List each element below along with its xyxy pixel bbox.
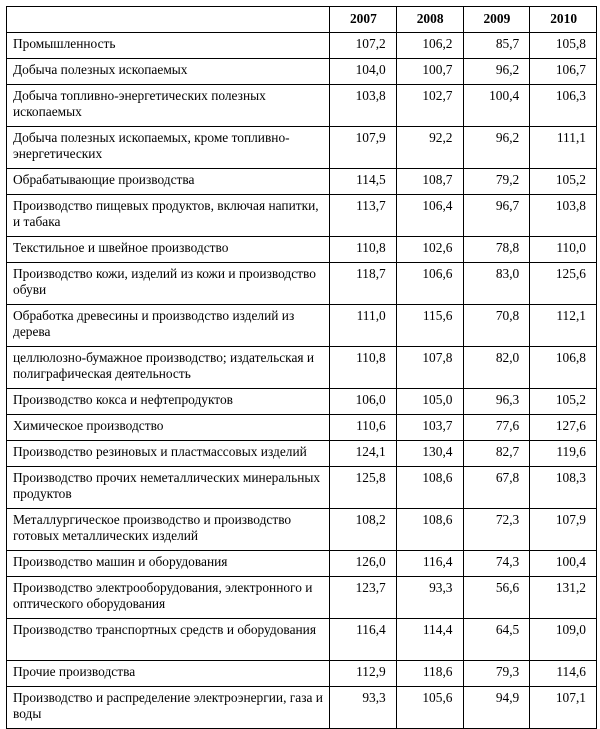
value-cell-2010: 105,8	[530, 33, 597, 59]
value-cell-2010: 100,4	[530, 551, 597, 577]
table-row	[7, 551, 597, 577]
row-label: Прочие производства	[7, 661, 330, 687]
value-cell-2010: 107,9	[530, 509, 597, 551]
header-row	[7, 7, 597, 33]
value-cell-2008: 107,8	[396, 347, 463, 389]
row-label: Производство прочих неметаллических минеральных продуктов	[7, 467, 330, 509]
value-cell-2009: 96,3	[463, 389, 530, 415]
value-cell-2008: 103,7	[396, 415, 463, 441]
value-cell-2010: 106,8	[530, 347, 597, 389]
value-cell-2009: 56,6	[463, 577, 530, 619]
value-cell-2009: 79,3	[463, 661, 530, 687]
value-cell-2008: 105,0	[396, 389, 463, 415]
value-cell-2009: 100,4	[463, 85, 530, 127]
table-row	[7, 389, 597, 415]
value-cell-2007: 93,3	[330, 687, 397, 729]
value-cell-2009: 85,7	[463, 33, 530, 59]
value-cell-2009: 64,5	[463, 619, 530, 661]
row-label: Добыча полезных ископаемых	[7, 59, 330, 85]
row-label: Производство и распределение электроэнергии, газа и воды	[7, 687, 330, 729]
table-row	[7, 169, 597, 195]
value-cell-2009: 96,2	[463, 59, 530, 85]
value-cell-2009: 74,3	[463, 551, 530, 577]
value-cell-2007: 114,5	[330, 169, 397, 195]
value-cell-2008: 102,7	[396, 85, 463, 127]
row-label: Производство машин и оборудования	[7, 551, 330, 577]
table-body	[7, 33, 597, 729]
value-cell-2008: 93,3	[396, 577, 463, 619]
value-cell-2010: 106,7	[530, 59, 597, 85]
table-row	[7, 619, 597, 661]
header-empty-cell	[7, 7, 330, 33]
row-label: Обрабатывающие производства	[7, 169, 330, 195]
table-row	[7, 237, 597, 263]
value-cell-2008: 102,6	[396, 237, 463, 263]
row-label: Производство пищевых продуктов, включая напитки, и табака	[7, 195, 330, 237]
value-cell-2009: 70,8	[463, 305, 530, 347]
value-cell-2007: 118,7	[330, 263, 397, 305]
table-row	[7, 127, 597, 169]
value-cell-2009: 78,8	[463, 237, 530, 263]
value-cell-2008: 100,7	[396, 59, 463, 85]
value-cell-2007: 107,2	[330, 33, 397, 59]
table-row	[7, 441, 597, 467]
value-cell-2010: 125,6	[530, 263, 597, 305]
value-cell-2007: 107,9	[330, 127, 397, 169]
value-cell-2007: 106,0	[330, 389, 397, 415]
value-cell-2010: 105,2	[530, 169, 597, 195]
value-cell-2007: 104,0	[330, 59, 397, 85]
value-cell-2009: 72,3	[463, 509, 530, 551]
value-cell-2008: 108,6	[396, 509, 463, 551]
value-cell-2008: 106,6	[396, 263, 463, 305]
table-row	[7, 577, 597, 619]
value-cell-2008: 108,7	[396, 169, 463, 195]
production-index-table	[6, 6, 597, 729]
value-cell-2007: 124,1	[330, 441, 397, 467]
row-label: Текстильное и швейное производство	[7, 237, 330, 263]
value-cell-2007: 110,8	[330, 347, 397, 389]
value-cell-2009: 94,9	[463, 687, 530, 729]
value-cell-2007: 125,8	[330, 467, 397, 509]
table-row	[7, 661, 597, 687]
table-row	[7, 467, 597, 509]
row-label: целлюлозно-бумажное производство; издательская и полиграфическая деятельность	[7, 347, 330, 389]
value-cell-2008: 105,6	[396, 687, 463, 729]
table-row	[7, 59, 597, 85]
row-label: Металлургическое производство и производство готовых металлических изделий	[7, 509, 330, 551]
value-cell-2007: 116,4	[330, 619, 397, 661]
value-cell-2010: 106,3	[530, 85, 597, 127]
value-cell-2010: 119,6	[530, 441, 597, 467]
value-cell-2010: 127,6	[530, 415, 597, 441]
value-cell-2009: 83,0	[463, 263, 530, 305]
table-row	[7, 509, 597, 551]
value-cell-2007: 112,9	[330, 661, 397, 687]
value-cell-2010: 114,6	[530, 661, 597, 687]
row-label: Производство кожи, изделий из кожи и производство обуви	[7, 263, 330, 305]
value-cell-2010: 103,8	[530, 195, 597, 237]
value-cell-2010: 107,1	[530, 687, 597, 729]
value-cell-2009: 96,2	[463, 127, 530, 169]
row-label: Производство транспортных средств и оборудования	[7, 619, 330, 661]
value-cell-2008: 115,6	[396, 305, 463, 347]
value-cell-2008: 116,4	[396, 551, 463, 577]
value-cell-2010: 108,3	[530, 467, 597, 509]
value-cell-2008: 92,2	[396, 127, 463, 169]
row-label: Добыча полезных ископаемых, кроме топливно-энергетических	[7, 127, 330, 169]
value-cell-2010: 111,1	[530, 127, 597, 169]
header-year-2010: 2010	[530, 7, 597, 33]
value-cell-2009: 67,8	[463, 467, 530, 509]
header-year-2009: 2009	[463, 7, 530, 33]
value-cell-2007: 108,2	[330, 509, 397, 551]
value-cell-2010: 112,1	[530, 305, 597, 347]
value-cell-2008: 106,4	[396, 195, 463, 237]
row-label: Производство кокса и нефтепродуктов	[7, 389, 330, 415]
table-row	[7, 347, 597, 389]
value-cell-2010: 109,0	[530, 619, 597, 661]
row-label: Добыча топливно-энергетических полезных ископаемых	[7, 85, 330, 127]
row-label: Производство резиновых и пластмассовых изделий	[7, 441, 330, 467]
value-cell-2008: 106,2	[396, 33, 463, 59]
row-label: Производство электрооборудования, электронного и оптического оборудования	[7, 577, 330, 619]
value-cell-2008: 114,4	[396, 619, 463, 661]
value-cell-2007: 113,7	[330, 195, 397, 237]
value-cell-2007: 123,7	[330, 577, 397, 619]
row-label: Промышленность	[7, 33, 330, 59]
value-cell-2008: 118,6	[396, 661, 463, 687]
value-cell-2007: 110,6	[330, 415, 397, 441]
value-cell-2009: 77,6	[463, 415, 530, 441]
table-row	[7, 85, 597, 127]
header-year-2007: 2007	[330, 7, 397, 33]
value-cell-2007: 103,8	[330, 85, 397, 127]
table-row	[7, 195, 597, 237]
value-cell-2009: 96,7	[463, 195, 530, 237]
value-cell-2010: 105,2	[530, 389, 597, 415]
value-cell-2009: 79,2	[463, 169, 530, 195]
value-cell-2007: 110,8	[330, 237, 397, 263]
table-row	[7, 263, 597, 305]
value-cell-2010: 131,2	[530, 577, 597, 619]
header-year-2008: 2008	[396, 7, 463, 33]
value-cell-2007: 111,0	[330, 305, 397, 347]
value-cell-2008: 108,6	[396, 467, 463, 509]
table-row	[7, 415, 597, 441]
value-cell-2010: 110,0	[530, 237, 597, 263]
value-cell-2007: 126,0	[330, 551, 397, 577]
value-cell-2008: 130,4	[396, 441, 463, 467]
row-label: Химическое производство	[7, 415, 330, 441]
table-row	[7, 305, 597, 347]
table-row	[7, 33, 597, 59]
value-cell-2009: 82,0	[463, 347, 530, 389]
row-label: Обработка древесины и производство изделий из дерева	[7, 305, 330, 347]
value-cell-2009: 82,7	[463, 441, 530, 467]
